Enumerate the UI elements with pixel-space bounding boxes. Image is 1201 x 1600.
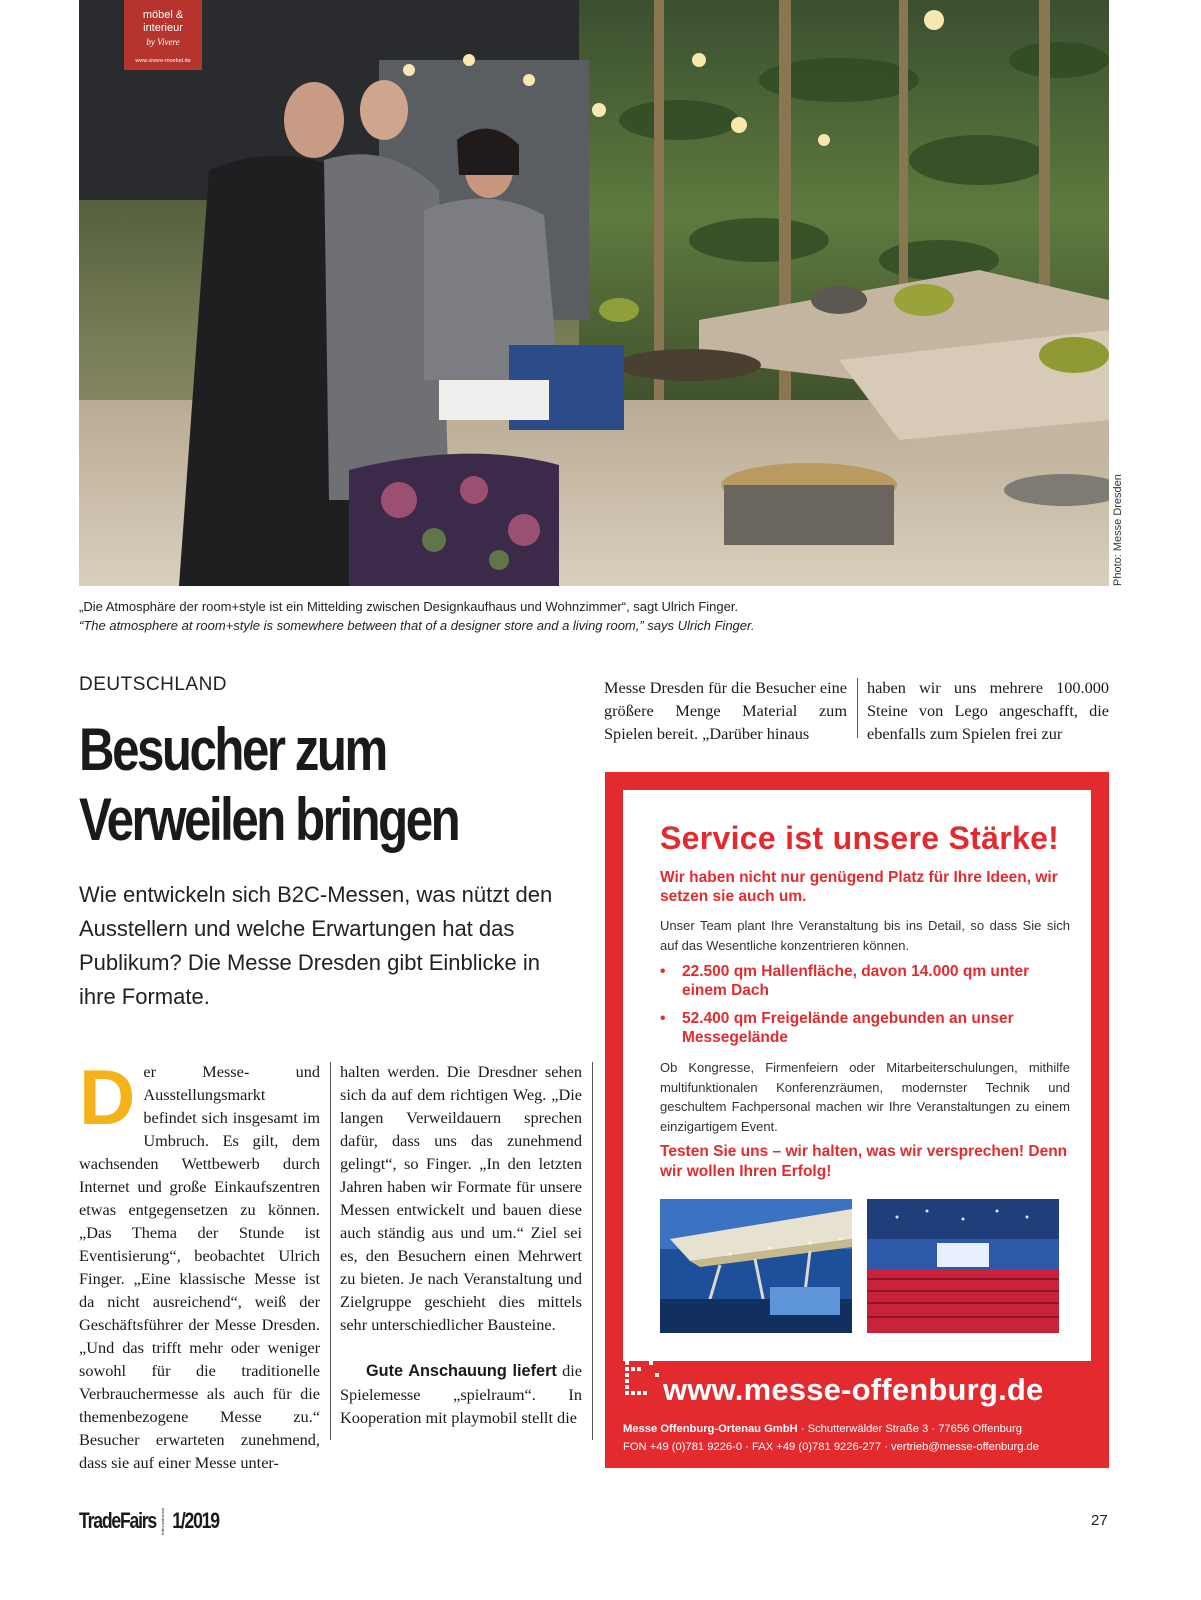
- ad-contact-block: [623, 1420, 1093, 1456]
- ad-company: Messe Offenburg-Ortenau GmbH: [623, 1423, 798, 1435]
- booth-sign-line-1: möbel &: [142, 9, 184, 21]
- headline-line-2: Verweilen bringen: [79, 786, 459, 853]
- article-column-2: [340, 1060, 582, 1429]
- ad-bullet-list: [660, 962, 1070, 1056]
- subhead: Gute Anschauung liefert: [366, 1362, 557, 1380]
- drop-cap: D: [79, 1053, 136, 1141]
- brand-tag: International: [160, 1508, 166, 1536]
- column-2-text-continued: die Spielemesse „spielraum“. In Kooperation mit playmobil stellt die: [340, 1361, 582, 1427]
- photo-credit: Photo: Messe Dresden: [1112, 474, 1124, 586]
- issue-number: 1/2019: [172, 1508, 219, 1533]
- ad-website-link[interactable]: www.messe-offenburg.de: [663, 1372, 1044, 1407]
- ad-address: · Schutterwälder Straße 3 · 77656 Offenburg: [800, 1423, 1022, 1435]
- ad-body-1: Unser Team plant Ihre Veranstaltung bis ins Detail, so dass Sie sich auf das Wesentliche konzentrieren können.: [660, 918, 1070, 953]
- article-column-3: Messe Dresden für die Besucher eine größere Menge Material zum Spielen bereit. „Darüber hinaus: [604, 678, 847, 743]
- column-1-text: er Messe- und Ausstellungsmarkt befindet sich insgesamt im Umbruch. Es gilt, dem wachsenden Wettbewerb durch Internet und große Einkaufszentren etwas entgegensetzen zu können. „Das Thema der Stunde ist Eventisierung“, beobachtet Ulrich Finger. „Eine klassische Messe ist da nicht ausreichend“, weiß der Geschäftsführer der Messe Dresden. „Und das trifft mehr oder weniger sowohl für die traditionelle Verbrauchermesse als auch für die themenbezogene Messe zu.“ Besucher erwarteten zunehmend, dass sie auf einer Messe unter-: [79, 1062, 320, 1472]
- venue-exterior-photo: [660, 1199, 852, 1333]
- ad-content-panel: [623, 790, 1091, 1361]
- section-label: DEUTSCHLAND: [79, 674, 228, 695]
- ad-contact-line: FON +49 (0)781 9226-0 · FAX +49 (0)781 9226-277 · vertrieb@messe-offenburg.de: [623, 1441, 1039, 1453]
- column-divider: [330, 1062, 331, 1440]
- column-divider: [592, 1062, 593, 1440]
- hero-photo: [79, 0, 1109, 586]
- lead-paragraph: Wie entwickeln sich B2C-Messen, was nützt den Ausstellern und welche Erwartungen hat das Publikum? Die Messe Dresden gibt Einblicke in ihre Formate.: [79, 882, 553, 1009]
- caption-english: “The atmosphere at room+style is somewhere between that of a designer store and a living room,” says Ulrich Finger.: [79, 618, 755, 633]
- brand-name: TradeFairs: [79, 1508, 157, 1533]
- messe-offenburg-logo-icon: [625, 1349, 659, 1403]
- ad-subtitle: Wir haben nicht nur genügend Platz für Ihre Ideen, wir setzen sie auch um.: [660, 869, 1058, 905]
- page-number: 27: [1091, 1512, 1108, 1529]
- column-2-text: halten werden. Die Dresdner sehen sich da auf dem richtigen Weg. „Die langen Verweildauern sprechen dafür, dass uns das zunehmend gelingt“, so Finger. „In den letzten Jahren haben wir Formate für unsere Messen entwickelt und bauen diese auch ständig aus und um.“ Ziel sei es, den Besuchern einen Mehrwert zu bieten. Je nach Veranstaltung und Zielgruppe geschieht dies mittels sehr unterschiedlicher Bausteine.: [340, 1062, 582, 1334]
- magazine-brand: [79, 1508, 219, 1536]
- article-column-1: [79, 1053, 320, 1474]
- booth-sign-line-2: interieur: [143, 22, 183, 34]
- venue-auditorium-photo: [867, 1199, 1059, 1333]
- photo-caption: [79, 597, 1109, 635]
- ad-title: Service ist unsere Stärke!: [660, 820, 1060, 856]
- booth-sign-line-3: by Vivere: [146, 37, 180, 47]
- caption-german: „Die Atmosphäre der room+style ist ein Mittelding zwischen Designkaufhaus und Wohnzimmer“, sagt Ulrich Finger.: [79, 599, 739, 614]
- headline-line-1: Besucher zum: [79, 716, 386, 783]
- headline: [79, 715, 505, 855]
- article-column-4: haben wir uns mehrere 100.000 Steine von Lego angeschafft, die ebenfalls zum Spielen frei zur: [867, 678, 1109, 743]
- ad-claim: Testen Sie uns – wir halten, was wir versprechen! Denn wir wollen Ihren Erfolg!: [660, 1143, 1068, 1180]
- showroom-scene: [79, 0, 1109, 586]
- column-2-paragraph-2: [340, 1359, 582, 1429]
- ad-bullet: • 52.400 qm Freigelände angebunden an unser Messegelände: [660, 1009, 1070, 1047]
- column-divider: [857, 678, 858, 738]
- booth-sign-url: www.vivere-moebel.de: [135, 58, 191, 64]
- ad-body-2: Ob Kongresse, Firmenfeiern oder Mitarbeiterschulungen, mithilfe multifunktionalen Konferenzräumen, modernster Technik und geschultem Fachpersonal machen wir Ihre Veranstaltungen zu einem einzigartigem Event.: [660, 1060, 1070, 1134]
- ad-address-line: [623, 1420, 1093, 1438]
- ad-bullet: • 22.500 qm Hallenfläche, davon 14.000 qm unter einem Dach: [660, 962, 1070, 1000]
- advertisement[interactable]: [605, 772, 1109, 1468]
